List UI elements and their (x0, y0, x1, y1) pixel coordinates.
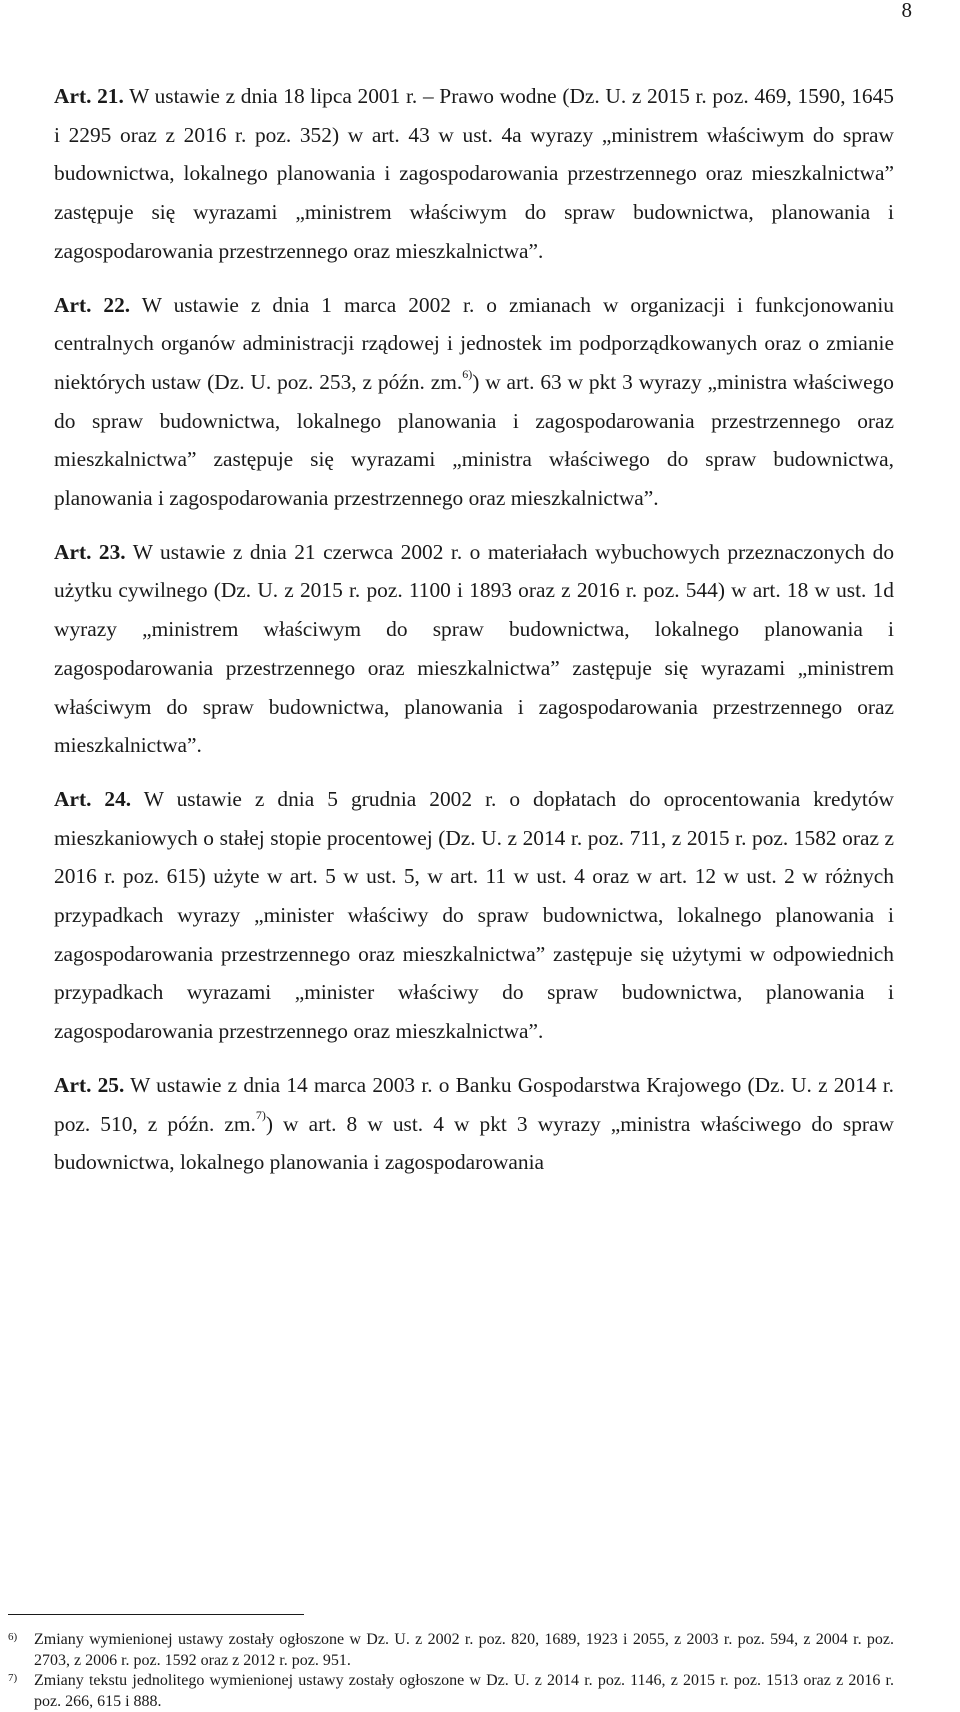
article-number: Art. 24. (54, 786, 132, 811)
article-number: Art. 21. (54, 84, 124, 108)
article-text: W ustawie z dnia 14 marca 2003 r. o Banku Gospodarstwa Krajowego (Dz. U. z 2014 r. poz. 510, z późn. zm. (54, 1072, 894, 1136)
footnote-6 (8, 1630, 894, 1671)
article-23 (8, 533, 894, 765)
article-number: Art. 25. (54, 1072, 125, 1097)
footnote-reference: 7) (255, 1108, 266, 1123)
article-text: W ustawie z dnia 21 czerwca 2002 r. o materiałach wybuchowych przeznaczonych do użytku cywilnego (Dz. U. z 2015 r. poz. 1100 i 1893 oraz z 2016 r. poz. 544) w art. 18 w ust. 1d wyrazy „ministrem właściwym do spraw budownictwa, lokalnego planowania i zagospodarowania przestrzennego oraz mieszkalnictwa” zastępuje się wyrazami „ministrem właściwym do spraw budownictwa, planowania i zagospodarowania przestrzennego oraz mieszkalnictwa”. (54, 539, 895, 758)
footnote-text: Zmiany wymienionej ustawy zostały ogłoszone w Dz. U. z 2002 r. poz. 820, 1689, 1923 i 2055, z 2003 r. poz. 594, z 2004 r. poz. 2703, z 2006 r. poz. 1592 oraz z 2012 r. poz. 951. (34, 1631, 894, 1669)
article-text-continued: ) w art. 63 w pkt 3 wyrazy „ministra właściwego do spraw budownictwa, lokalnego planowania i zagospodarowania przestrzennego oraz mieszkalnictwa” zastępuje się wyrazami „ministra właściwego do spraw budownictwa, planowania i zagospodarowania przestrzennego oraz mieszkalnictwa”. (54, 369, 894, 511)
article-text: W ustawie z dnia 1 marca 2002 r. o zmianach w organizacji i funkcjonowaniu centralnych organów administracji rządowej i jednostek im podporządkowanych oraz o zmianie niektórych ustaw (Dz. U. poz. 253, z późn. zm. (54, 292, 894, 394)
article-22 (8, 286, 894, 518)
footnote-mark: 7) (8, 1672, 18, 1684)
page-number: 8 (901, 0, 912, 22)
footnote-reference: 6) (462, 366, 473, 381)
footnote-mark: 6) (8, 1631, 18, 1643)
article-text: W ustawie z dnia 18 lipca 2001 r. – Prawo wodne (Dz. U. z 2015 r. poz. 469, 1590, 1645 i 2295 oraz z 2016 r. poz. 352) w art. 43 w ust. 4a wyrazy „ministrem właściwym do spraw budownictwa, lokalnego planowania i zagospodarowania przestrzennego oraz mieszkalnictwa” zastępuje się wyrazami „ministrem właściwym do spraw budownictwa, planowania i zagospodarowania przestrzennego oraz mieszkalnictwa”. (54, 84, 895, 263)
article-24 (8, 780, 894, 1051)
article-number: Art. 23. (54, 539, 126, 564)
footnote-text: Zmiany tekstu jednolitego wymienionej ustawy zostały ogłoszone w Dz. U. z 2014 r. poz. 1146, z 2015 r. poz. 1513 oraz z 2016 r. poz. 266, 615 i 888. (34, 1672, 894, 1710)
footnote-7 (8, 1671, 894, 1712)
article-number: Art. 22. (54, 292, 131, 317)
article-25 (8, 1066, 894, 1182)
article-text: W ustawie z dnia 5 grudnia 2002 r. o dopłatach do oprocentowania kredytów mieszkaniowych o stałej stopie procentowej (Dz. U. z 2014 r. poz. 711, z 2015 r. poz. 1582 oraz z 2016 r. poz. 615) użyte w art. 5 w ust. 5, w art. 11 w ust. 4 oraz w art. 12 w ust. 2 w różnych przypadkach wyrazy „minister właściwy do spraw budownictwa, lokalnego planowania i zagospodarowania przestrzennego oraz mieszkalnictwa” zastępuje się użytymi w odpowiednich przypadkach wyrazami „minister właściwy do spraw budownictwa, planowania i zagospodarowania przestrzennego oraz mieszkalnictwa”. (54, 786, 894, 1044)
footnotes (8, 1630, 894, 1712)
article-text-continued: ) w art. 8 w ust. 4 w pkt 3 wyrazy „ministra właściwego do spraw budownictwa, lokalnego planowania i zagospodarowania (54, 1111, 894, 1175)
document-body (8, 77, 894, 1182)
article-21 (8, 77, 894, 271)
footnote-divider (8, 1614, 304, 1615)
